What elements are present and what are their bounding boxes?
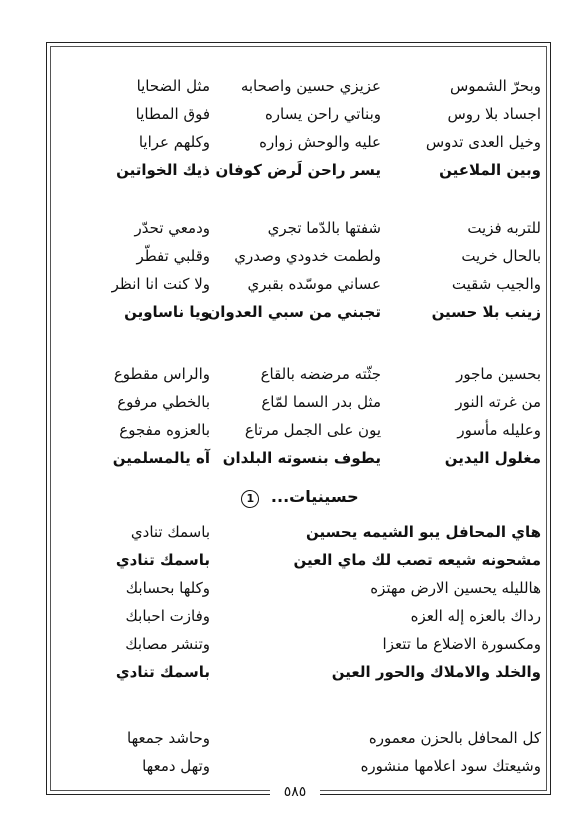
verse-s4-r0: هاي المحافل يبو الشيمه يحسين xyxy=(306,523,541,541)
verse-s4-r4: ومكسورة الاضلاع ما تتعزا xyxy=(382,635,541,653)
verse-s3-r2: وعليله مأسور xyxy=(457,421,541,439)
page-number: ٥٨٥ xyxy=(270,781,320,803)
verse-s1-l0: مثل الضحايا xyxy=(136,77,210,95)
verse-s5-r1: وشيعتك سود اعلامها منشوره xyxy=(360,757,541,775)
verse-s3-l0: والراس مقطوع xyxy=(113,365,210,383)
verse-s3-l2: بالعزوه مفجوع xyxy=(119,421,210,439)
verse-s1-r1: اجساد بلا روس xyxy=(447,105,541,123)
verse-s4-r2: هالليله يحسين الارض مهتزه xyxy=(370,579,541,597)
verse-s4-l0: باسمك تنادي xyxy=(130,523,210,541)
verse-s2-r1: بالحال خريت xyxy=(461,247,541,265)
verse-s1-m2: عليه والوحش زواره xyxy=(259,133,381,151)
verse-s3-r3: مغلول اليدين xyxy=(444,449,541,467)
verse-s2-r0: للتربه فزيت xyxy=(467,219,541,237)
verse-s5-l0: وحاشد جمعها xyxy=(127,729,210,747)
verse-s3-m3: يطوف بنسوته البلدان xyxy=(222,449,381,467)
verse-s3-r1: من غرته النور xyxy=(455,393,541,411)
verse-s4-r3: رداك بالعزه إله العزه xyxy=(410,607,541,625)
verse-s2-l1: وقلبي تفطّر xyxy=(136,247,210,265)
verse-s2-r2: والجيب شقيت xyxy=(451,275,541,293)
section-title xyxy=(215,487,385,508)
verse-s3-l3: آه يالمسلمين xyxy=(112,449,210,467)
verse-s2-m0: شفتها بالدّما تجري xyxy=(267,219,381,237)
verse-s3-r0: بحسين ماجور xyxy=(456,365,541,383)
verse-s4-l4: وتنشر مصابك xyxy=(125,635,210,653)
verse-s4-l1: باسمك تنادي xyxy=(115,551,210,569)
verse-s1-m3: يسر راحن لَرض كوفان xyxy=(215,161,381,179)
verse-s2-m1: ولطمت خدودي وصدري xyxy=(234,247,381,265)
verse-s1-l2: وكلهم عرايا xyxy=(138,133,210,151)
verse-s2-l0: ودمعي تحدّر xyxy=(134,219,210,237)
verse-s1-m1: وبناتي راحن يساره xyxy=(264,105,381,123)
verse-s1-r2: وخيل العدى تدوس xyxy=(425,133,541,151)
verse-s4-r1: مشحونه شيعه تصب لك ماي العين xyxy=(293,551,541,569)
verse-s3-m2: يون على الجمل مرتاع xyxy=(244,421,381,439)
verse-s2-r3: زينب بلا حسين xyxy=(431,303,541,321)
verse-s5-l1: وتهل دمعها xyxy=(142,757,210,775)
section-title-text: حسينيات... xyxy=(270,487,359,506)
verse-s5-r0: كل المحافل بالحزن معموره xyxy=(368,729,541,747)
verse-s4-l3: وفازت احبابك xyxy=(125,607,210,625)
verse-s4-l2: وكلها بحسابك xyxy=(125,579,210,597)
verse-s2-l3: ويا ناساوين xyxy=(124,303,210,321)
verse-s1-l3: ذيك الخواتين xyxy=(116,161,210,179)
verse-s1-m0: عزيزي حسين واصحابه xyxy=(240,77,381,95)
verse-s1-l1: فوق المطايا xyxy=(135,105,210,123)
verse-s2-m2: عساني موسّده بقبري xyxy=(247,275,381,293)
verse-s2-l2: ولا كنت انا انظر xyxy=(111,275,210,293)
verse-s1-r0: وبحرّ الشموس xyxy=(450,77,541,95)
verse-s2-m3: تجبني من سبي العدوان xyxy=(207,303,381,321)
verse-s4-l5: باسمك تنادي xyxy=(115,663,210,681)
verse-s1-r3: وبين الملاعين xyxy=(439,161,541,179)
verse-s3-m1: مثل بدر السما لمّاع xyxy=(261,393,381,411)
verse-s4-r5: والخلد والاملاك والحور العين xyxy=(331,663,541,681)
verse-s3-l1: بالخطي مرفوع xyxy=(117,393,210,411)
footnote-marker: 1 xyxy=(241,490,259,508)
verse-s3-m0: جثّته مرضضه بالقاع xyxy=(260,365,381,383)
